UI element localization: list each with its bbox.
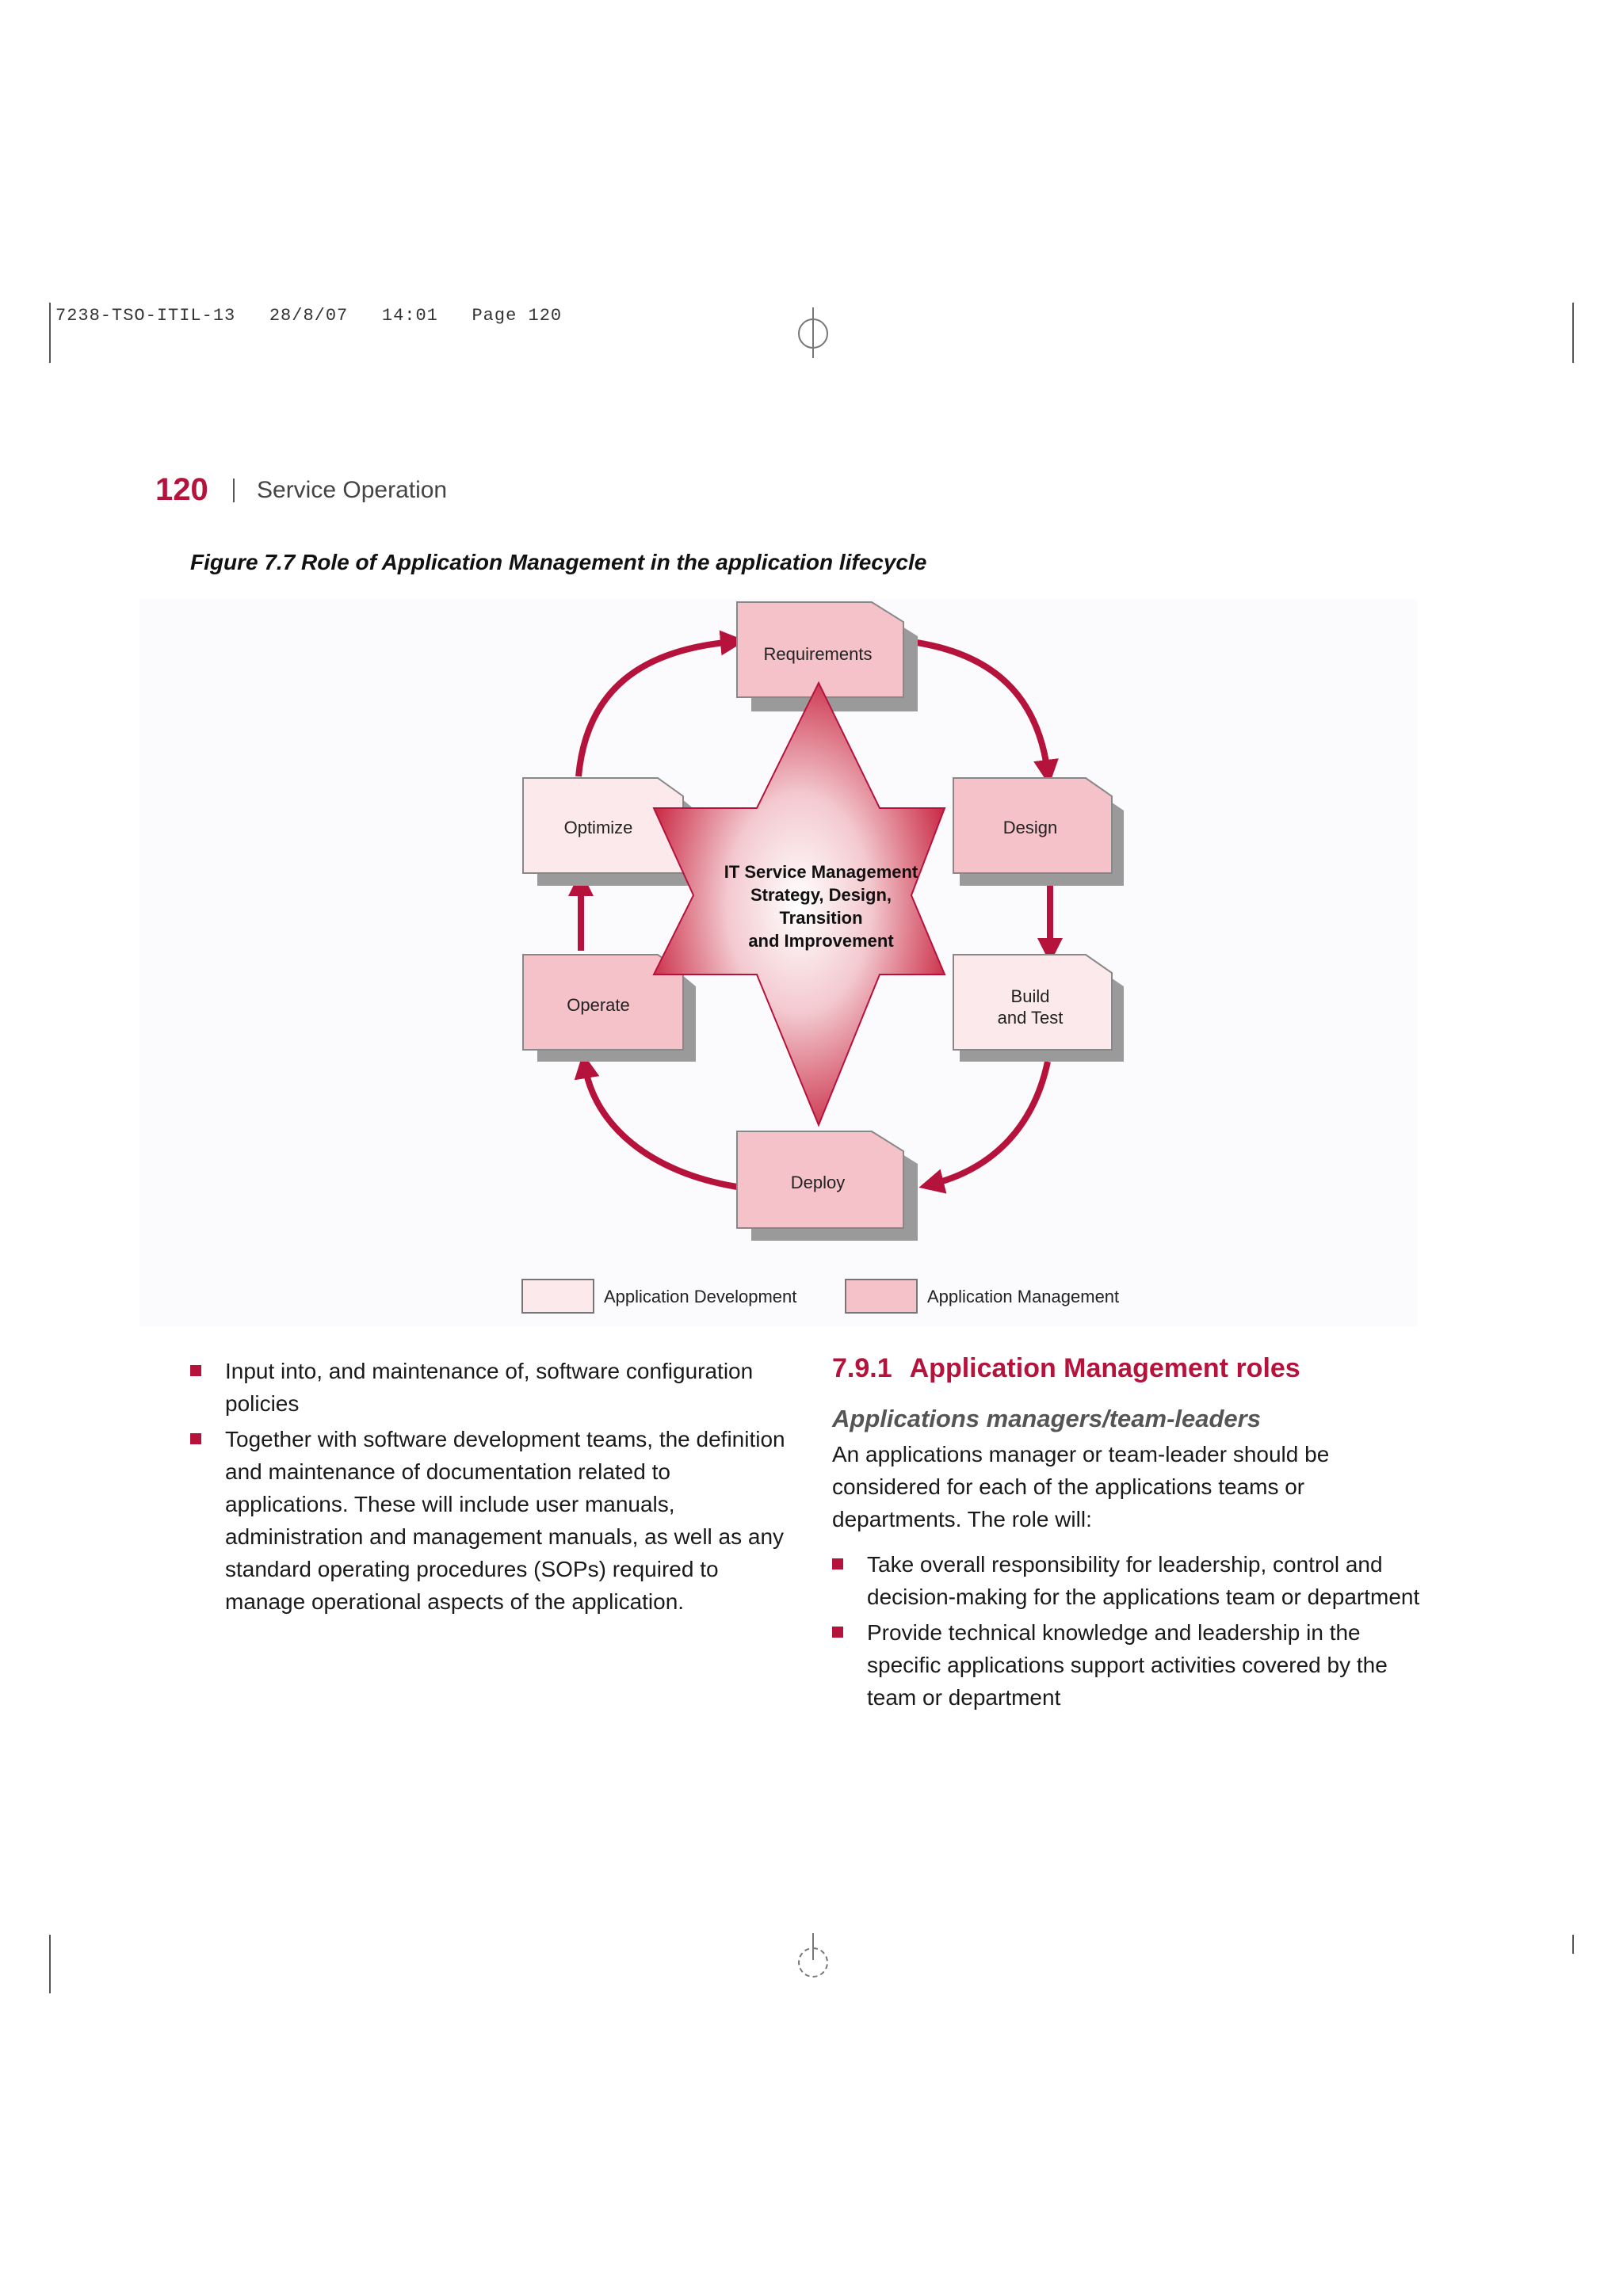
crop-mark-bottom-right [1572, 1935, 1574, 1954]
stage-requirements-label: Requirements [763, 644, 873, 664]
bullet-square-icon [190, 1433, 201, 1444]
center-star [654, 683, 945, 1125]
intro-paragraph: An applications manager or team-leader should be considered for each of the applications teams or departments. The role will: [832, 1442, 1330, 1531]
list-item [832, 1548, 1434, 1613]
registration-mark-bottom [797, 1933, 829, 1978]
stage-requirements-box [737, 602, 918, 711]
right-bullet-list [832, 1548, 1434, 1714]
subheading: Applications managers/team-leaders [832, 1405, 1261, 1432]
figure-caption: Figure 7.7 Role of Application Management in the application lifecycle [190, 550, 927, 574]
section-heading [832, 1353, 1434, 1384]
legend-swatch-management [845, 1279, 918, 1314]
stage-optimize-label: Optimize [563, 818, 633, 837]
center-label-line-4: and Improvement [748, 931, 894, 951]
stage-operate-label: Operate [567, 995, 630, 1015]
stage-test-label: and Test [997, 1008, 1064, 1028]
list-item-text: Take overall responsibility for leadership, control and decision-making for the applications team or department [867, 1552, 1420, 1609]
bullet-square-icon [832, 1627, 843, 1638]
page-number: 120 [155, 472, 208, 507]
stage-build-test-box [953, 955, 1124, 1062]
right-column [832, 1353, 1434, 1717]
arrow-deploy-to-operate [585, 1066, 737, 1187]
stage-design-label: Design [1002, 818, 1058, 837]
list-item-text: Input into, and maintenance of, software configuration policies [225, 1359, 754, 1416]
section-title: Application Management roles [909, 1353, 1300, 1383]
arrow-build-to-deploy [931, 1062, 1048, 1184]
stage-design-box [953, 778, 1124, 886]
left-column [190, 1355, 792, 1621]
stage-deploy-label: Deploy [790, 1173, 846, 1192]
center-label-line-2: Strategy, Design, [750, 885, 892, 905]
stage-build-label: Build [1010, 986, 1050, 1006]
list-item-text: Together with software development teams, the definition and maintenance of documentation related to applications. These will include user manuals, administration and management manuals, as well as any standard operating procedures (SOPs) required to manage operational aspects of the application. [225, 1427, 785, 1614]
legend-label-management: Application Management [927, 1287, 1120, 1306]
legend-label-development: Application Development [604, 1287, 797, 1306]
running-title: Service Operation [257, 477, 448, 503]
bullet-square-icon [832, 1558, 843, 1569]
right-bullets-wrapper [832, 1548, 1434, 1714]
arrow-optimize-to-requirements [579, 642, 733, 776]
list-item [190, 1355, 792, 1420]
center-label-line-3: Transition [779, 908, 863, 928]
list-item [832, 1616, 1434, 1714]
list-item [190, 1423, 792, 1618]
print-slug: 7238-TSO-ITIL-13 28/8/07 14:01 Page 120 [55, 306, 563, 326]
legend-swatch-development [521, 1279, 594, 1314]
stage-deploy-box [737, 1131, 918, 1241]
list-item-text: Provide technical knowledge and leadership in the specific applications support activities covered by the team or department [867, 1620, 1388, 1710]
arrow-requirements-to-design [911, 642, 1048, 772]
section-number: 7.9.1 [832, 1353, 892, 1383]
center-label-line-1: IT Service Management [724, 862, 918, 882]
bullet-square-icon [190, 1365, 201, 1376]
crop-mark-bottom-left [49, 1935, 51, 1993]
left-bullet-list [190, 1355, 792, 1618]
